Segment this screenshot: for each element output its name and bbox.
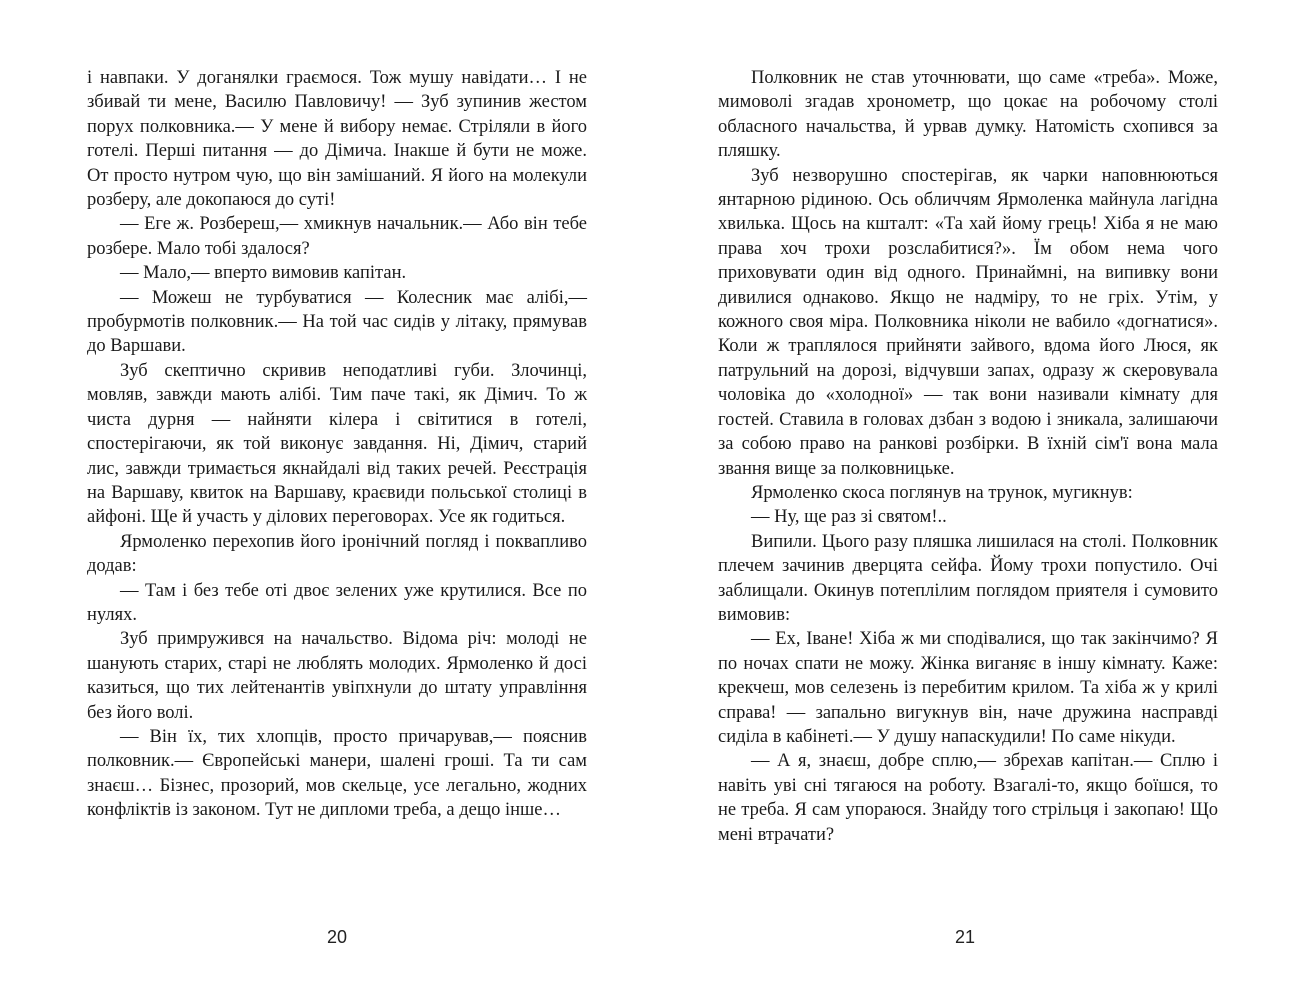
paragraph: Ярмоленко скоса поглянув на трунок, мугикнув: — [751, 482, 1133, 503]
paragraph: — Там і без тебе оті двоє зелених уже крутилися. Все по нулях. — [87, 580, 587, 625]
left-page-text — [87, 66, 587, 823]
paragraph: — Мало,— вперто вимовив капітан. — [120, 263, 407, 284]
paragraph: — Можеш не турбуватися — Колесник має алібі,— пробурмотів полковник.— На той час сидів у літаку, прямував до Варшави. — [87, 287, 587, 357]
paragraph: — А я, знаєш, добре сплю,— збрехав капітан.— Сплю і навіть уві сні тягаюся на роботу. Взагалі-то, якщо боїшся, то не треба. Я сам упораюся. Знайду того стрільця і закопаю! Що мені втрачати? — [718, 751, 1218, 845]
paragraph: і навпаки. У доганялки граємося. Тож мушу навідати… І не збивай ти мене, Василю Павловичу! — Зуб зупинив жестом порух полковника.— У мене й вибору немає. Стріляли в його готелі. Перші питання — до Дімича. Інакше й бути не може. От просто нутром чую, що він замішаний. Я його на молекули розберу, але докопаюся до суті! — [87, 68, 587, 211]
page-number-left: 20 — [326, 927, 348, 947]
right-page — [718, 66, 1218, 847]
paragraph: Ярмоленко перехопив його іронічний погляд і поквапливо додав: — [87, 531, 587, 577]
right-page-text — [718, 66, 1218, 847]
left-page — [87, 66, 587, 823]
paragraph: — Ех, Іване! Хіба ж ми сподівалися, що так закінчимо? Я по ночах спати не можу. Жінка виганяє в іншу кімнату. Каже: крекчеш, мов селезень із перебитим крилом. Та хіба ж у крилі справа! — запально вигукнув він, наче дружина насправді сиділа в кабінеті.— У душу напаскудили! По саме нікуди. — [718, 629, 1218, 747]
paragraph: — Еге ж. Розбереш,— хмикнув начальник.— Або він тебе розбере. Мало тобі здалося? — [87, 214, 587, 259]
paragraph: Зуб примружився на начальство. Відома річ: молоді не шанують старих, старі не люблять молодих. Ярмоленко й досі казиться, що тих лейтенантів увіпхнули до штату управління без його волі. — [87, 629, 587, 723]
paragraph: Зуб скептично скривив неподатливі губи. Злочинці, мовляв, завжди мають алібі. Тим паче такі, як Дімич. То ж чиста дурня — найняти кілера і світитися в готелі, спостерігаючи, як той виконує завдання. Ні, Дімич, старий лис, завжди тримається якнайдалі від таких речей. Реєстрація на Варшаву, квиток на Варшаву, краєвиди польської столиці в айфоні. Ще й участь у ділових переговорах. Усе як годиться. — [87, 360, 587, 528]
paragraph: Випили. Цього разу пляшка лишилася на столі. Полковник плечем зачинив дверцята сейфа. Йому трохи попустило. Очі заблищали. Окинув потеплілим поглядом приятеля і сумовито вимовив: — [718, 531, 1218, 625]
paragraph: Зуб незворушно спостерігав, як чарки наповнюються янтарною рідиною. Ось обличчям Ярмоленка майнула лагідна хвилька. Щось на кшталт: «Та хай йому грець! Хіба я не маю права хоч трохи розслабитися?». Їм обом нема чого приховувати один від одного. Принаймні, на випивку вони дивилися однаково. Якщо не надміру, то не гріх. Утім, у кожного своя міра. Полковника ніколи не вабило «догнатися». Коли ж траплялося прийняти зайвого, вдома його Люся, як патрульний на дорозі, відчувши запах, одразу ж скеровувала чоловіка до «холодної» — так вони називали кімнату для гостей. Ставила в головах дзбан з водою і зникала, залишаючи за собою право на ранкові розбірки. В їхній сім'ї вона мала звання вище за полковницьке. — [718, 165, 1218, 479]
paragraph: Полковник не став уточнювати, що саме «треба». Може, мимоволі згадав хронометр, що цокає на робочому столі обласного начальства, й урвав думку. Натомість схопився за пляшку. — [718, 68, 1218, 162]
paragraph: — Він їх, тих хлопців, просто причарував,— пояснив полковник.— Європейські манери, шалені гроші. Та ти сам знаєш… Бізнес, прозорий, мов скельце, усе легально, жодних конфліктів із законом. Тут не дипломи треба, а дещо інше… — [87, 726, 587, 821]
paragraph: — Ну, ще раз зі святом!.. — [751, 507, 947, 528]
page-number-right: 21 — [954, 927, 976, 947]
